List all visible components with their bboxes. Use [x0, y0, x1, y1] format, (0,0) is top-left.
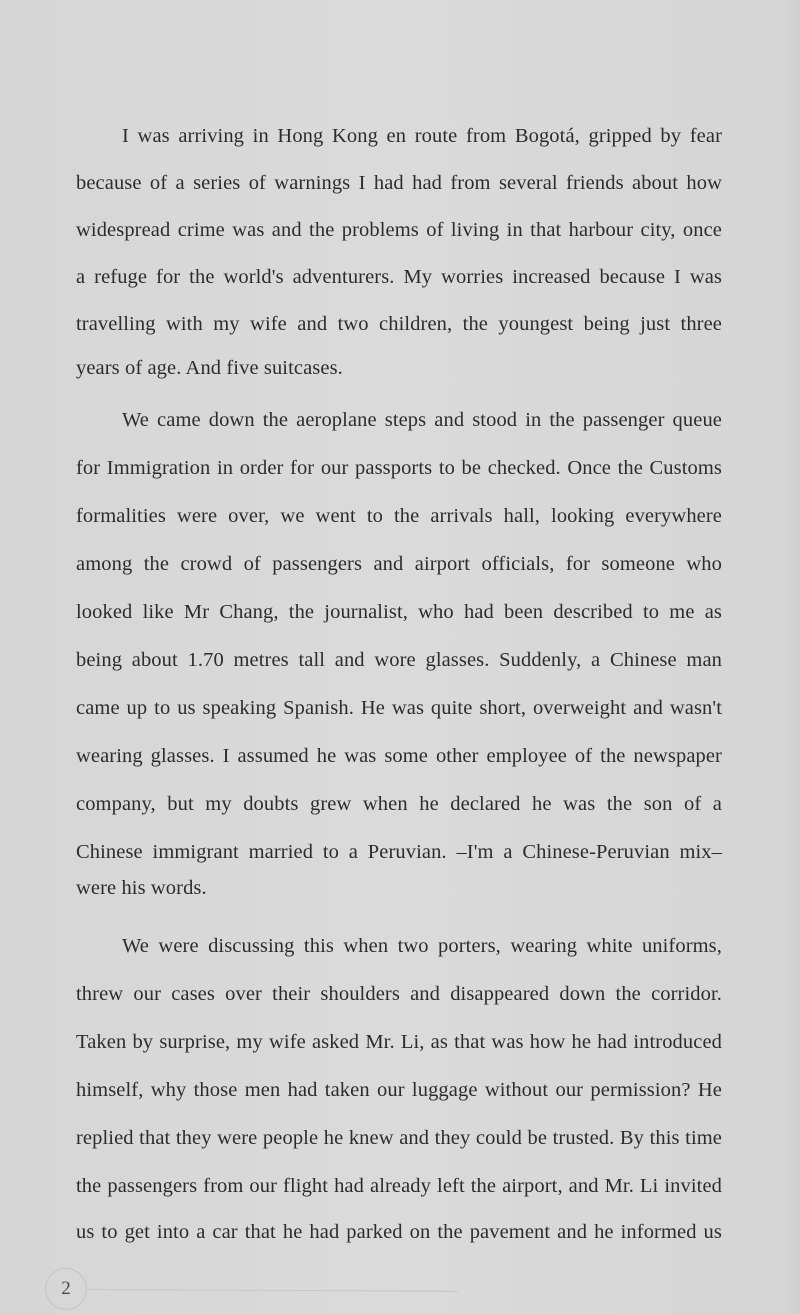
paragraph-2-line-10: Chinese immigrant married to a Peruvian. –I'm a Chinese-Peruvian mix– — [76, 841, 722, 863]
paragraph-2-line-7: came up to us speaking Spanish. He was quite short, overweight and wasn't — [76, 697, 722, 719]
paragraph-2-line-1: We came down the aeroplane steps and stood in the passenger queue — [122, 409, 722, 431]
paragraph-3-line-5: replied that they were people he knew and they could be trusted. By this time — [76, 1127, 722, 1149]
paragraph-1-line-1: I was arriving in Hong Kong en route from Bogotá, gripped by fear — [122, 125, 722, 147]
paragraph-1-line-5: travelling with my wife and two children, the youngest being just three — [76, 313, 722, 335]
paragraph-2-line-5: looked like Mr Chang, the journalist, who had been described to me as — [76, 601, 722, 623]
paragraph-2-line-2: for Immigration in order for our passports to be checked. Once the Customs — [76, 457, 722, 479]
paragraph-3-line-1: We were discussing this when two porters, wearing white uniforms, — [122, 935, 722, 957]
paragraph-2-line-11: were his words. — [76, 877, 207, 899]
paragraph-3-line-2: threw our cases over their shoulders and disappeared down the corridor. — [76, 983, 722, 1005]
paragraph-3-line-7: us to get into a car that he had parked on the pavement and he informed us — [76, 1221, 722, 1243]
paragraph-3-line-6: the passengers from our flight had already left the airport, and Mr. Li invited — [76, 1175, 722, 1197]
page-number — [45, 1268, 87, 1310]
page-edge-shadow — [784, 0, 800, 1314]
paragraph-1-line-2: because of a series of warnings I had had from several friends about how — [76, 172, 722, 194]
page-number-text: 2 — [61, 1278, 71, 1299]
paragraph-1-line-4: a refuge for the world's adventurers. My worries increased because I was — [76, 266, 722, 288]
paragraph-1-line-6: years of age. And five suitcases. — [76, 357, 343, 379]
paragraph-2-line-6: being about 1.70 metres tall and wore glasses. Suddenly, a Chinese man — [76, 649, 722, 671]
paragraph-2-line-3: formalities were over, we went to the arrivals hall, looking everywhere — [76, 505, 722, 527]
paragraph-1-line-3: widespread crime was and the problems of living in that harbour city, once — [76, 219, 722, 241]
paragraph-2-line-8: wearing glasses. I assumed he was some other employee of the newspaper — [76, 745, 722, 767]
paragraph-3-line-3: Taken by surprise, my wife asked Mr. Li, as that was how he had introduced — [76, 1031, 722, 1053]
paragraph-2-line-4: among the crowd of passengers and airport officials, for someone who — [76, 553, 722, 575]
paragraph-2-line-9: company, but my doubts grew when he declared he was the son of a — [76, 793, 722, 815]
paragraph-3-line-4: himself, why those men had taken our luggage without our permission? He — [76, 1079, 722, 1101]
page-footer — [0, 1260, 800, 1314]
